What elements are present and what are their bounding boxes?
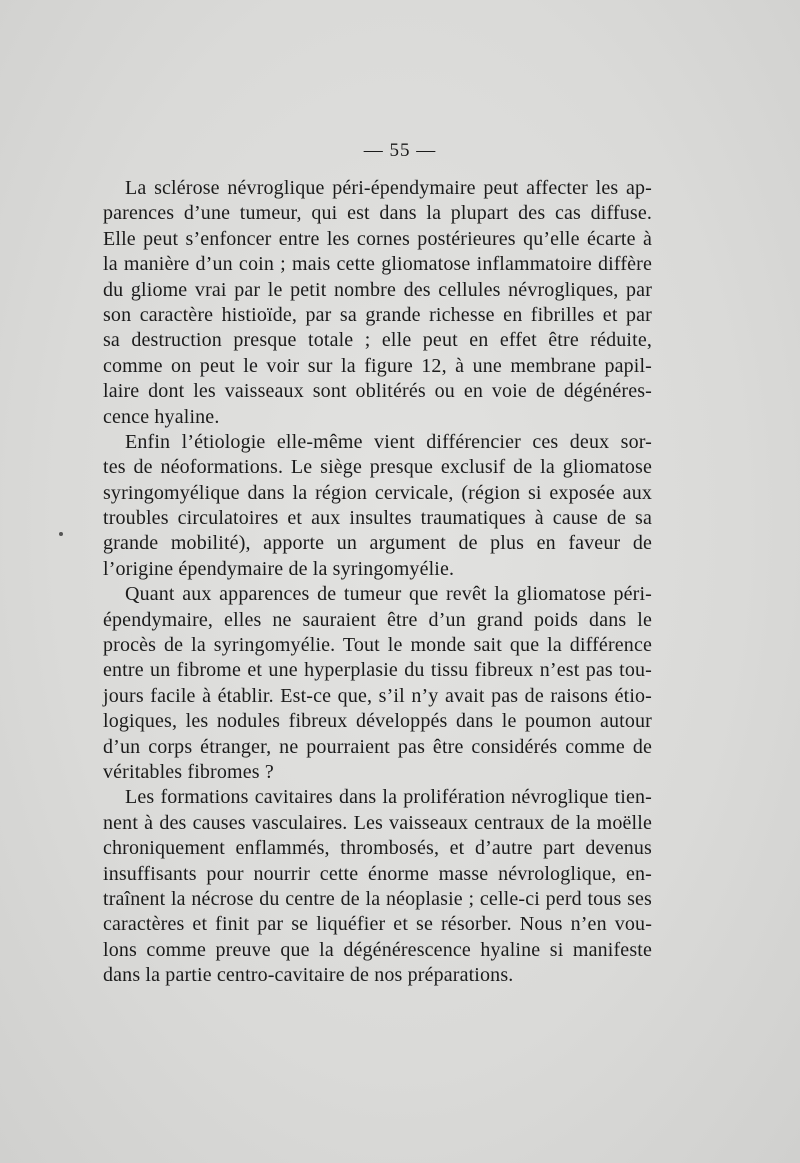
text-line: Enfin l’étiologie elle-même vient différencier ces deux sor- xyxy=(125,430,652,453)
text-line: d’un corps étranger, ne pourraient pas être considérés comme de xyxy=(103,735,652,758)
text-line: insuffisants pour nourrir cette énorme masse névrologlique, en- xyxy=(103,862,652,885)
text-line: La sclérose névroglique péri-épendymaire peut affecter les ap- xyxy=(125,177,652,199)
text-line: véritables fibromes ? xyxy=(103,760,274,783)
text-line: chroniquement enflammés, thrombosés, et d’autre part devenus xyxy=(103,837,652,860)
text-line: caractères et finit par se liquéfier et se résorber. Nous n’en vou- xyxy=(103,913,652,936)
text-line: sa destruction presque totale ; elle peut en effet être réduite, xyxy=(103,329,652,352)
paragraph-3 xyxy=(103,582,652,785)
paragraph-4 xyxy=(103,785,652,988)
text-line: procès de la syringomyélie. Tout le monde sait que la différence xyxy=(103,634,652,657)
text-line: Les formations cavitaires dans la prolifération névroglique tien- xyxy=(125,786,652,809)
text-line: du gliome vrai par le petit nombre des cellules névrogliques, par xyxy=(103,278,652,301)
text-line: parences d’une tumeur, qui est dans la plupart des cas diffuse. xyxy=(103,202,652,225)
paragraph-2 xyxy=(103,430,652,582)
text-line: épendymaire, elles ne sauraient être d’un grand poids dans le xyxy=(103,608,652,631)
page-number: — 55 — xyxy=(363,140,437,161)
text-line: comme on peut le voir sur la figure 12, à une membrane papil- xyxy=(103,354,652,377)
text-line: logiques, les nodules fibreux développés dans le poumon autour xyxy=(103,710,652,733)
body-text xyxy=(103,176,652,989)
text-line: traînent la nécrose du centre de la néoplasie ; celle-ci perd tous ses xyxy=(103,887,652,910)
text-line: troubles circulatoires et aux insultes traumatiques à cause de sa xyxy=(103,507,652,530)
text-line: tes de néoformations. Le siège presque exclusif de la gliomatose xyxy=(103,456,652,479)
text-line: l’origine épendymaire de la syringomyélie. xyxy=(103,557,455,580)
margin-speck xyxy=(59,532,63,536)
text-line: Quant aux apparences de tumeur que revêt la gliomatose péri- xyxy=(125,583,652,606)
text-line: syringomyélique dans la région cervicale, (région si exposée aux xyxy=(103,481,652,504)
text-line: laire dont les vaisseaux sont oblitérés ou en voie de dégénéres- xyxy=(103,380,652,403)
text-line: entre un fibrome et une hyperplasie du tissu fibreux n’est pas tou- xyxy=(103,659,652,682)
text-line: dans la partie centro-cavitaire de nos préparations. xyxy=(103,964,514,987)
paragraph-1 xyxy=(103,176,652,430)
text-line: la manière d’un coin ; mais cette gliomatose inflammatoire diffère xyxy=(103,253,652,276)
text-line: Elle peut s’enfoncer entre les cornes postérieures qu’elle écarte à xyxy=(103,227,652,250)
text-line: son caractère histioïde, par sa grande richesse en fibrilles et par xyxy=(103,303,652,326)
text-line: jours facile à établir. Est-ce que, s’il n’y avait pas de raisons étio- xyxy=(103,684,652,707)
text-line: lons comme preuve que la dégénérescence hyaline si manifeste xyxy=(103,938,652,961)
text-line: grande mobilité), apporte un argument de plus en faveur de xyxy=(103,532,652,555)
text-line: nent à des causes vasculaires. Les vaisseaux centraux de la moëlle xyxy=(103,811,652,834)
text-line: cence hyaline. xyxy=(103,405,220,428)
